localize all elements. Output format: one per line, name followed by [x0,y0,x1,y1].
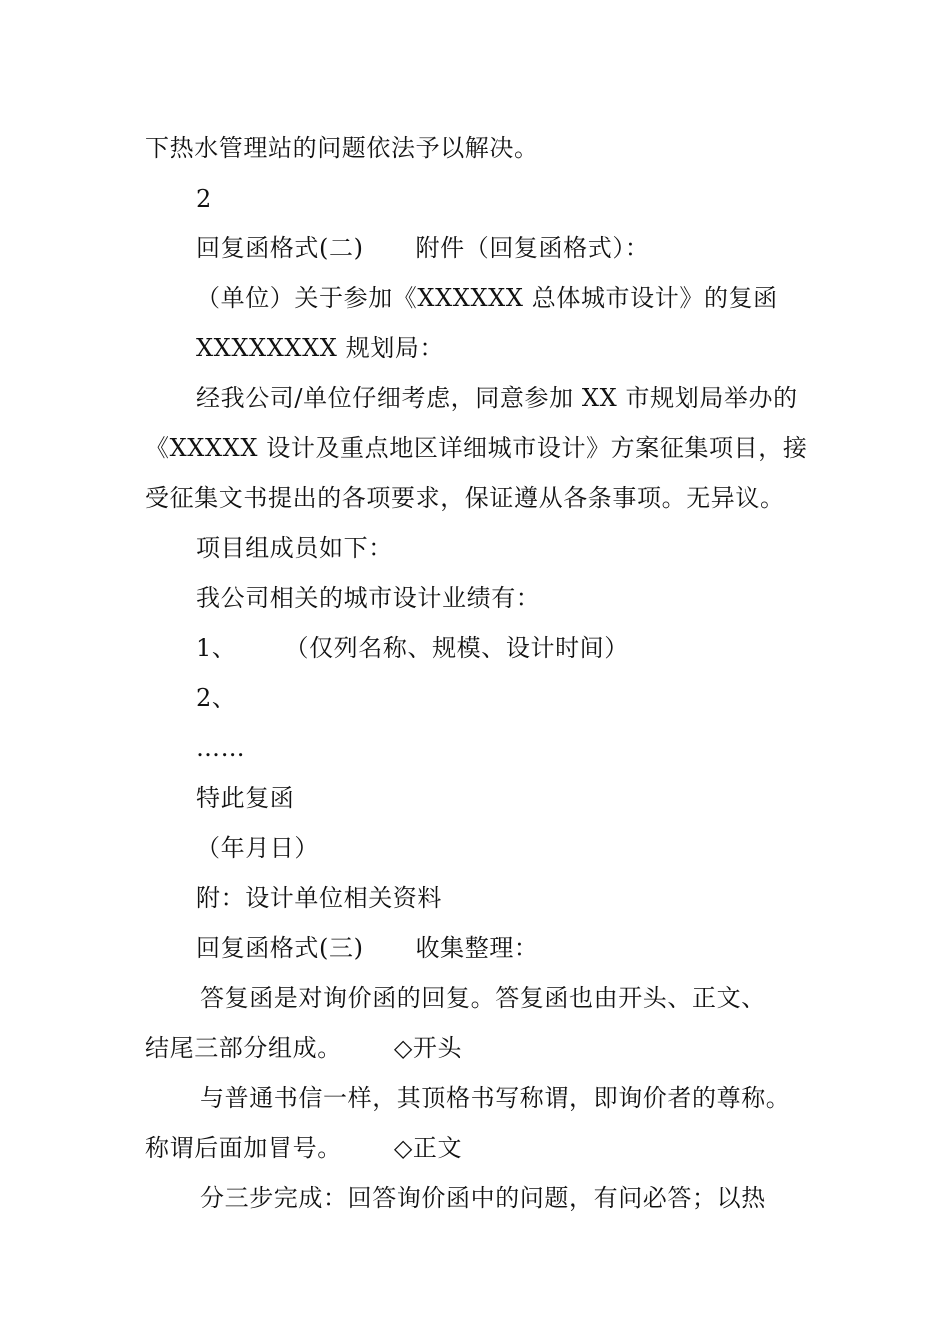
body-text-line: 答复函是对询价函的回复。答复函也由开头、正文、 [200,984,766,1012]
page-number: 2 [196,185,212,213]
closing-text: 特此复函 [196,784,295,812]
body-text-line: 受征集文书提出的各项要求，保证遵从各条事项。无异议。 [145,484,785,512]
heading-attachment: 附件（回复函格式）： [415,234,650,262]
heading-title: 回复函格式(二) [196,234,364,262]
ellipsis: …… [196,734,246,762]
body-text-line [145,1133,462,1163]
heading-title: 回复函格式(三) [196,934,364,962]
body-text-line: 《XXXXX 设计及重点地区详细城市设计》方案征集项目，接 [145,434,808,462]
body-text-segment: 称谓后面加冒号。 [145,1134,342,1162]
body-text-line: 项目组成员如下： [196,534,393,562]
list-item-number: 1、 [196,634,237,662]
date-line: （年月日） [196,834,319,862]
section-heading [196,933,539,963]
letter-salutation: XXXXXXXX 规划局： [196,334,445,362]
body-text-segment: 结尾三部分组成。 [145,1034,342,1062]
body-text-line: 经我公司/单位仔细考虑，同意参加 XX 市规划局举办的 [196,384,798,412]
list-item [196,633,629,663]
heading-note: 收集整理： [415,934,539,962]
subheading-opening: ◇开头 [393,1034,463,1062]
body-text-line: 分三步完成：回答询价函中的问题，有问必答；以热 [200,1184,766,1212]
body-text-line: 与普通书信一样，其顶格书写称谓，即询价者的尊称。 [200,1084,791,1112]
subheading-body: ◇正文 [393,1134,463,1162]
attachment-note: 附：设计单位相关资料 [196,884,442,912]
section-heading [196,233,650,263]
body-text-line: 我公司相关的城市设计业绩有： [196,584,541,612]
letter-title: （单位）关于参加《XXXXXX 总体城市设计》的复函 [196,284,778,312]
body-text-line [145,1033,462,1063]
list-item-note: （仅列名称、规模、设计时间） [284,634,629,662]
body-text-line: 下热水管理站的问题依法予以解决。 [145,134,539,162]
list-item: 2、 [196,684,237,712]
